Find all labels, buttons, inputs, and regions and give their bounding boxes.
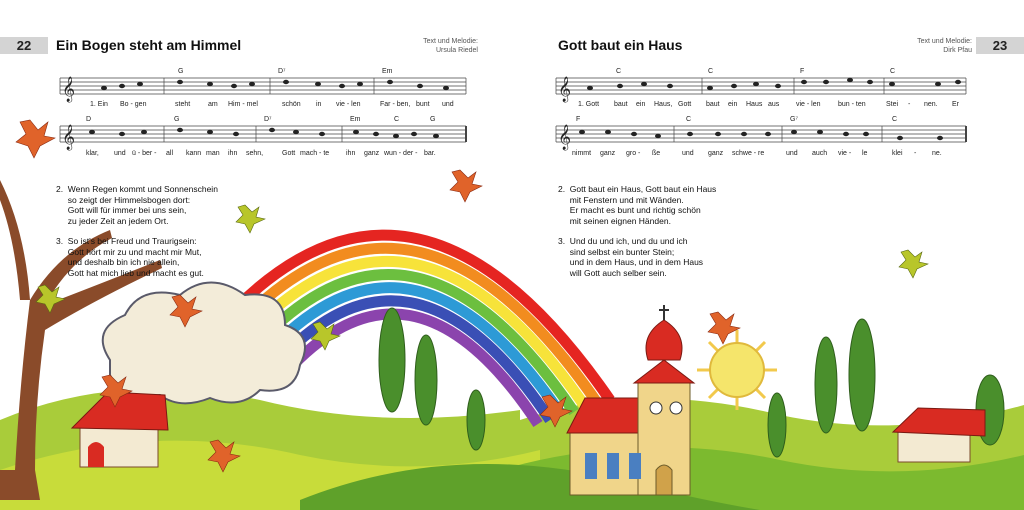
page-number: 22 <box>0 37 48 54</box>
chord: C <box>890 68 896 75</box>
lyric: wun - der - <box>384 150 418 157</box>
treble-clef-icon: 𝄞 <box>558 125 572 150</box>
lyric: Haus, <box>654 101 673 108</box>
lyric: ein <box>728 101 738 108</box>
lyric: am <box>208 101 218 108</box>
lyric: schwe - re <box>732 150 765 157</box>
chord: C <box>892 116 898 123</box>
lyric: steht <box>175 101 191 108</box>
lyric: schön <box>282 101 301 108</box>
lyric: nimmt <box>572 150 592 157</box>
lyric: bun - ten <box>838 101 866 108</box>
verse-3: 3. Und du und ich, und du und ich sind selbst ein bunter Stein; und in dem Haus, und in dem Haus will Gott auch selber sein. <box>558 236 704 278</box>
credit-label: Text und Melodie: <box>917 38 972 45</box>
lyric: klar, <box>86 150 99 157</box>
music-staff-right <box>512 0 1024 170</box>
lyric: ihn <box>346 150 356 157</box>
lyric: bar. <box>424 150 436 157</box>
lyric: ne. <box>932 150 942 157</box>
lyric: Him - mel <box>228 101 258 108</box>
song-title: Ein Bogen steht am Himmel <box>56 37 242 53</box>
song-title: Gott baut ein Haus <box>558 37 683 53</box>
lyric: all <box>166 150 174 157</box>
chord: C <box>616 68 622 75</box>
credit-name: Dirk Pfau <box>943 47 972 54</box>
treble-clef-icon: 𝄞 <box>558 77 572 102</box>
lyric: und <box>114 150 126 157</box>
lyric: ihn <box>228 150 238 157</box>
chord: F <box>576 116 581 123</box>
lyric: Gott <box>678 101 692 108</box>
music-staff-left <box>0 0 512 170</box>
lyric: - <box>914 150 917 157</box>
credit-name: Ursula Riedel <box>435 47 478 54</box>
verse-3: 3. So ist's bei Freud und Traurigsein: Gott hört mir zu und macht mir Mut, und deshalb bin ich nie allein, Gott hat mich lieb und macht es gut. <box>56 236 204 278</box>
lyric: ein <box>636 101 646 108</box>
lyric: Er <box>952 101 959 108</box>
lyric: mach - te <box>300 150 330 157</box>
lyric: aus <box>768 101 780 108</box>
chord: G⁷ <box>790 116 798 123</box>
chord: D <box>86 116 92 123</box>
lyric: und <box>442 101 454 108</box>
lyric: Bo - gen <box>120 101 147 108</box>
lyric: Far - ben, <box>380 101 411 108</box>
lyric: gro - <box>626 150 641 157</box>
chord: C <box>686 116 692 123</box>
lyric: 1. Ein <box>90 101 108 108</box>
chord: Em <box>350 116 361 123</box>
lyric: - <box>908 101 911 108</box>
lyric: ganz <box>364 150 380 157</box>
lyric: kann <box>186 150 202 157</box>
lyric: Haus <box>746 101 763 108</box>
lyric: Gott <box>282 150 296 157</box>
lyric: man <box>206 150 220 157</box>
treble-clef-icon: 𝄞 <box>62 125 76 150</box>
chord: C <box>394 116 400 123</box>
lyric: ße <box>652 150 661 157</box>
lyric: sehn, <box>246 150 264 157</box>
chord: G <box>178 68 184 75</box>
lyric: vie - len <box>796 101 821 108</box>
chord: F <box>800 68 805 75</box>
lyric: auch <box>812 150 828 157</box>
chord: C <box>708 68 714 75</box>
chord: G <box>430 116 436 123</box>
verse-2: 2. Wenn Regen kommt und Sonnenschein so zeigt der Himmelsbogen dort: Gott will für immer bei uns sein, zu jeder Zeit an jedem Ort. <box>56 184 218 226</box>
chord: G <box>174 116 180 123</box>
lyric: nen. <box>924 101 938 108</box>
lyric: Stei <box>886 101 899 108</box>
lyric: vie - <box>838 150 852 157</box>
lyric: und <box>786 150 798 157</box>
chord: D⁷ <box>278 68 286 75</box>
page-number: 23 <box>976 37 1024 54</box>
lyric: baut <box>614 101 628 108</box>
lyric: ganz <box>600 150 616 157</box>
chord: Em <box>382 68 393 75</box>
lyric: und <box>682 150 694 157</box>
chord: D⁷ <box>264 116 272 123</box>
lyric: in <box>316 101 322 108</box>
lyric: baut <box>706 101 720 108</box>
treble-clef-icon: 𝄞 <box>62 77 76 102</box>
lyric: ü - ber - <box>132 150 157 157</box>
lyric: klei <box>892 150 903 157</box>
lyric: 1. Gott <box>578 101 600 108</box>
lyric: ganz <box>708 150 724 157</box>
page-right <box>512 0 1024 510</box>
lyric: vie - len <box>336 101 361 108</box>
lyric: le <box>862 150 868 157</box>
lyric: bunt <box>416 101 430 108</box>
credit-label: Text und Melodie: <box>423 38 478 45</box>
verse-2: 2. Gott baut ein Haus, Gott baut ein Haus mit Fenstern und mit Wänden. Er macht es bunt und richtig schön mit seinen eignen Händen. <box>558 184 717 226</box>
